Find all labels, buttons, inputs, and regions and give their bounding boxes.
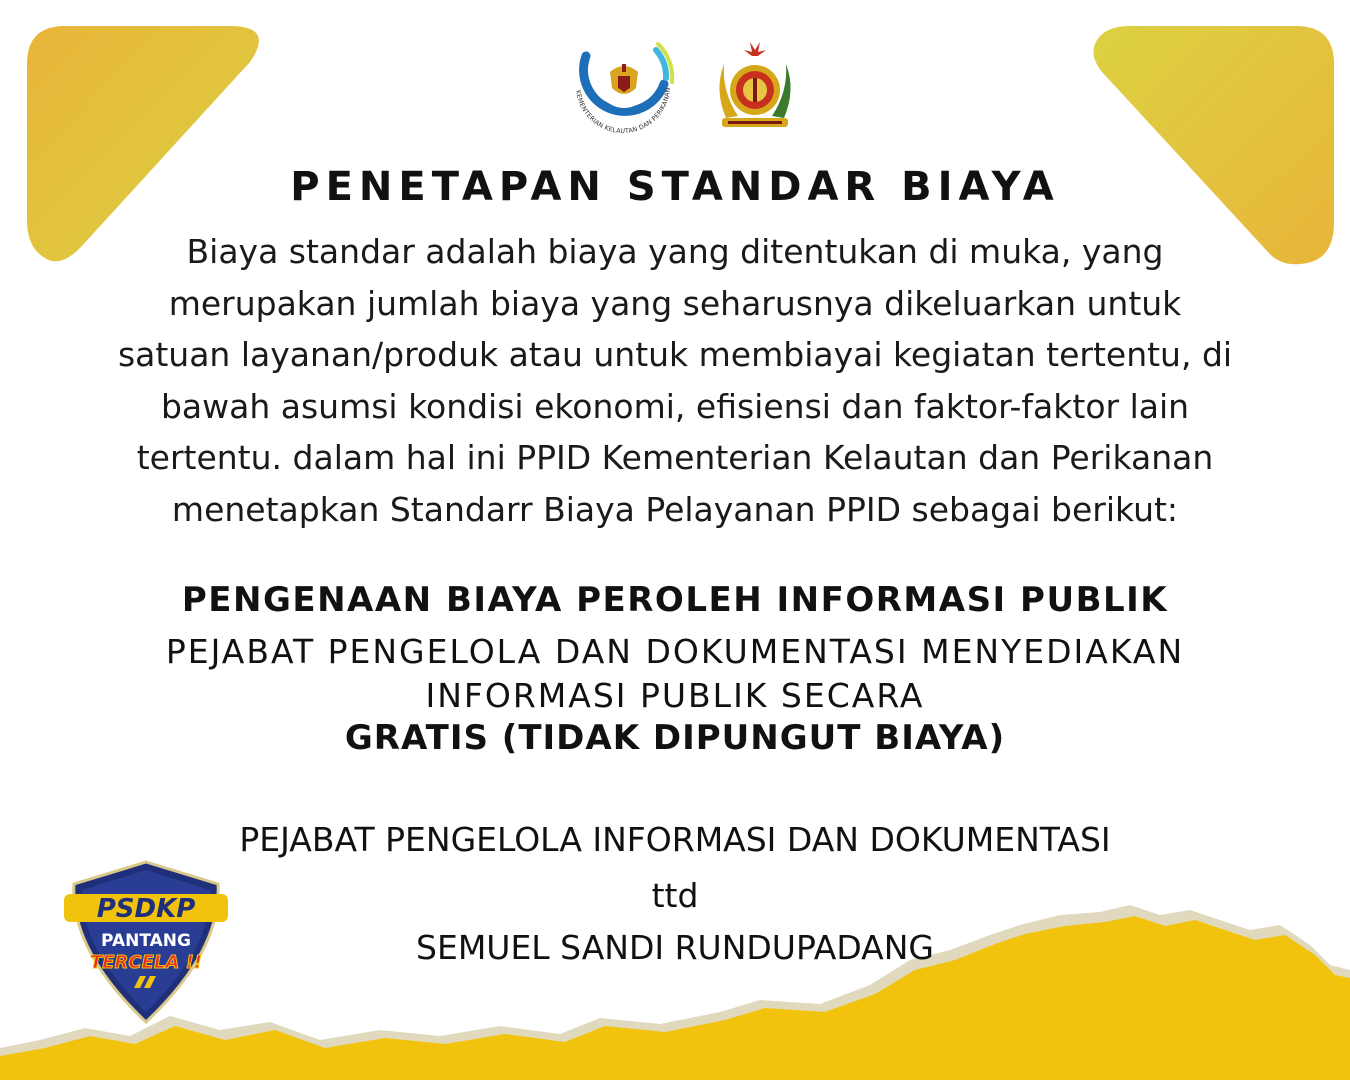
- psdkp-pantang-text: PANTANG: [101, 931, 191, 951]
- intro-paragraph: [40, 226, 1310, 535]
- intro-line: merupakan jumlah biaya yang seharusnya dikeluarkan untuk: [168, 283, 1182, 323]
- kkp-ministry-emblem-icon: [558, 30, 688, 138]
- intro-line: bawah asumsi kondisi ekonomi, efisiensi dan faktor-faktor lain: [160, 386, 1190, 426]
- page-title: PENETAPAN STANDAR BIAYA: [290, 164, 1060, 210]
- psdkp-logo-text: PSDKP: [96, 894, 196, 924]
- psdkp-tercela-text: TERCELA !!: [89, 952, 203, 973]
- intro-line: menetapkan Standarr Biaya Pelayanan PPID sebagai berikut:: [171, 489, 1179, 529]
- section-heading: PENGENAAN BIAYA PEROLEH INFORMASI PUBLIK: [181, 580, 1169, 620]
- intro-line: satuan layanan/produk atau untuk membiayai kegiatan tertentu, di: [117, 335, 1233, 374]
- signature-title: PEJABAT PENGELOLA INFORMASI DAN DOKUMENTASI: [239, 820, 1111, 859]
- section-body-line: INFORMASI PUBLIK SECARA: [425, 676, 925, 715]
- section-emphasis: GRATIS (TIDAK DIPUNGUT BIAYA): [344, 718, 1006, 758]
- signatory-name: SEMUEL SANDI RUNDUPADANG: [416, 928, 934, 967]
- section-body: [40, 630, 1310, 718]
- military-crest-icon: [712, 40, 798, 132]
- section-body-line: PEJABAT PENGELOLA DAN DOKUMENTASI MENYEDIAKAN: [165, 632, 1185, 671]
- intro-line: tertentu. dalam hal ini PPID Kementerian Kelautan dan Perikanan: [136, 438, 1214, 477]
- kkp-emblem-text: KEMENTERIAN KELAUTAN DAN PERIKANAN: [574, 87, 673, 136]
- signature-ttd: ttd: [651, 876, 699, 915]
- intro-line: Biaya standar adalah biaya yang ditentukan di muka, yang: [186, 232, 1164, 271]
